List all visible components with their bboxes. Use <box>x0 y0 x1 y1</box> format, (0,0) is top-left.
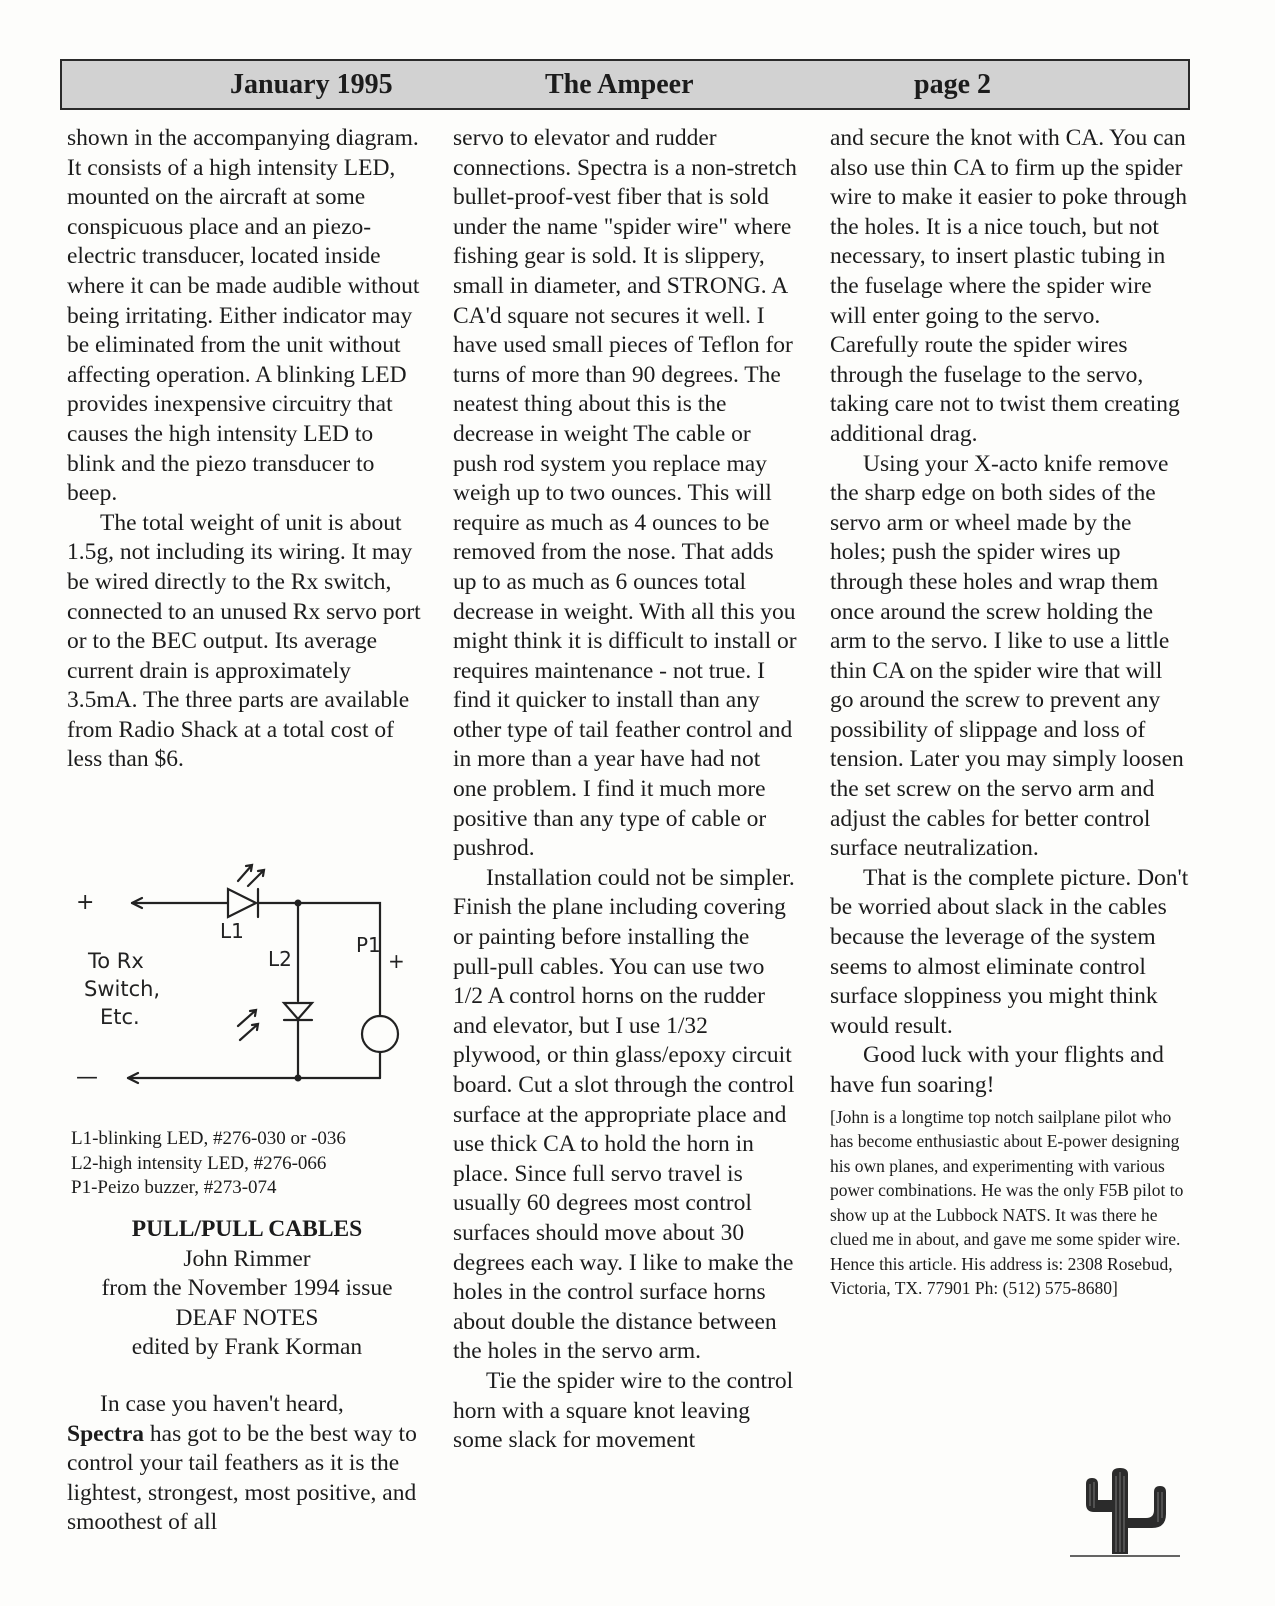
column-1 <box>67 124 427 775</box>
paragraph: That is the complete picture. Don't be worried about slack in the cables because the leverage of the system seems to almost eliminate control surface sloppiness you might think would result. <box>830 864 1189 1039</box>
article-author: John Rimmer <box>183 1245 311 1272</box>
diagram-l2-label: L2 <box>268 947 292 971</box>
diagram-p1-label: P1 <box>356 933 381 957</box>
article-editor: edited by Frank Korman <box>131 1334 363 1361</box>
paragraph: The total weight of unit is about 1.5g, not including its wiring. It may be wired directly to the Rx switch, connected to an unused Rx servo port or to the BEC output. Its average current drain is approximately 3.5mA. The three parts are available from Radio Shack at a total cost of less than $6. <box>67 509 421 773</box>
intro-rest: has got to be the best way to control your tail feathers as it is the lightest, strongest, most positive, and smoothest of all <box>67 1420 417 1536</box>
circuit-diagram <box>70 856 430 1116</box>
header-page-number: page 2 <box>914 69 991 100</box>
caption-line: P1-Peizo buzzer, #273-074 <box>71 1177 277 1198</box>
paragraph: shown in the accompanying diagram. It consists of a high intensity LED, mounted on the aircraft at some conspicuous place and an piezo-electric transducer, located inside where it can be made audible without being irritating. Either indicator may be eliminated from the unit without affecting operation. A blinking LED provides inexpensive circuitry that causes the high intensity LED to blink and the piezo transducer to beep. <box>67 125 420 507</box>
paragraph: and secure the knot with CA. You can also use thin CA to firm up the spider wire to make it easier to poke through the holes. It is a nice touch, but not necessary, to insert plastic tubing in the fuselage where the spider wire will enter going to the servo. Carefully route the spider wires through the fuselage to the servo, taking care not to twist them creating additional drag. <box>830 125 1187 447</box>
intro-bold-term: Spectra <box>67 1420 145 1447</box>
article-title: PULL/PULL CABLES <box>131 1216 363 1242</box>
paragraph: servo to elevator and rudder connections. Spectra is a non-stretch bullet-proof-vest fiber that is sold under the name "spider wire" where fishing gear is sold. It is slippery, small in diameter, and STRONG. A CA'd square not secures it well. I have used small pieces of Teflon for turns of more than 90 degrees. The neatest thing about this is the decrease in weight The cable or push rod system you replace may weigh up to two ounces. This will require as much as 4 ounces to be removed from the nose. That adds up to as much as 6 ounces total decrease in weight. With all this you might think it is difficult to install or requires maintenance - not true. I find it quicker to install than any other type of tail feather control and in more than a year have had not one problem. I find it much more positive than any type of cable or pushrod. <box>453 125 797 862</box>
column-2 <box>453 124 798 1456</box>
paragraph: Good luck with your flights and have fun soaring! <box>830 1042 1164 1098</box>
paragraph: Installation could not be simpler. Finish the plane including covering or painting before installing the pull-pull cables. You can use two 1/2 A control horns on the rudder and elevator, but I use 1/32 plywood, or thin glass/epoxy circuit board. Cut a slot through the control surface at the appropriate place and use thick CA to hold the horn in place. Since full servo travel is usually 60 degrees most control surfaces should move about 30 degrees each way. I like to make the holes in the control surface horns about double the distance between the holes in the servo arm. <box>453 864 795 1365</box>
diagram-plus-label: + <box>76 890 95 915</box>
diagram-to-label: To Rx <box>88 949 144 973</box>
paragraph <box>67 1390 427 1538</box>
paragraph: Using your X-acto knife remove the sharp edge on both sides of the servo arm or wheel made by the holes; push the spider wires up through these holes and wrap them once around the screw holding the arm to the servo. I like to use a little thin CA on the spider wire that will go around the screw to prevent any possibility of slippage and loss of tension. Later you may simply loosen the set screw on the servo arm and adjust the cables for better control surface neutralization. <box>830 450 1184 862</box>
diagram-caption <box>71 1127 346 1201</box>
caption-line: L1-blinking LED, #276-030 or -036 <box>71 1128 346 1149</box>
diagram-etc-label: Etc. <box>100 1005 140 1029</box>
article-heading <box>67 1215 427 1363</box>
cactus-icon <box>1060 1466 1185 1561</box>
diagram-switch-label: Switch, <box>84 977 161 1001</box>
page-header <box>60 59 1190 110</box>
diagram-p1-plus-label: + <box>388 949 405 973</box>
diagram-l1-label: L1 <box>220 919 244 943</box>
paragraph: Tie the spider wire to the control horn with a square knot leaving some slack for movement <box>453 1367 794 1454</box>
article-source: from the November 1994 issue <box>101 1275 393 1302</box>
article-intro <box>67 1390 427 1538</box>
author-note: [John is a longtime top notch sailplane pilot who has become enthusiastic about E-power designing his own planes, and experimenting with various power combinations. He was the only F5B pilot to show up at the Lubbock NATS. It was there he clued me in about, and gave me some spider wire. Hence this article. His address is: 2308 Rosebud, Victoria, TX. 77901 Ph: (512) 575-8680] <box>830 1106 1184 1299</box>
caption-line: L2-high intensity LED, #276-066 <box>71 1152 327 1174</box>
header-title: The Ampeer <box>545 69 694 100</box>
intro-lead: In case you haven't heard, <box>100 1391 344 1417</box>
column-3 <box>830 124 1190 1301</box>
diagram-minus-label: — <box>76 1065 98 1090</box>
article-newsletter: DEAF NOTES <box>175 1304 319 1331</box>
header-date: January 1995 <box>230 69 393 100</box>
